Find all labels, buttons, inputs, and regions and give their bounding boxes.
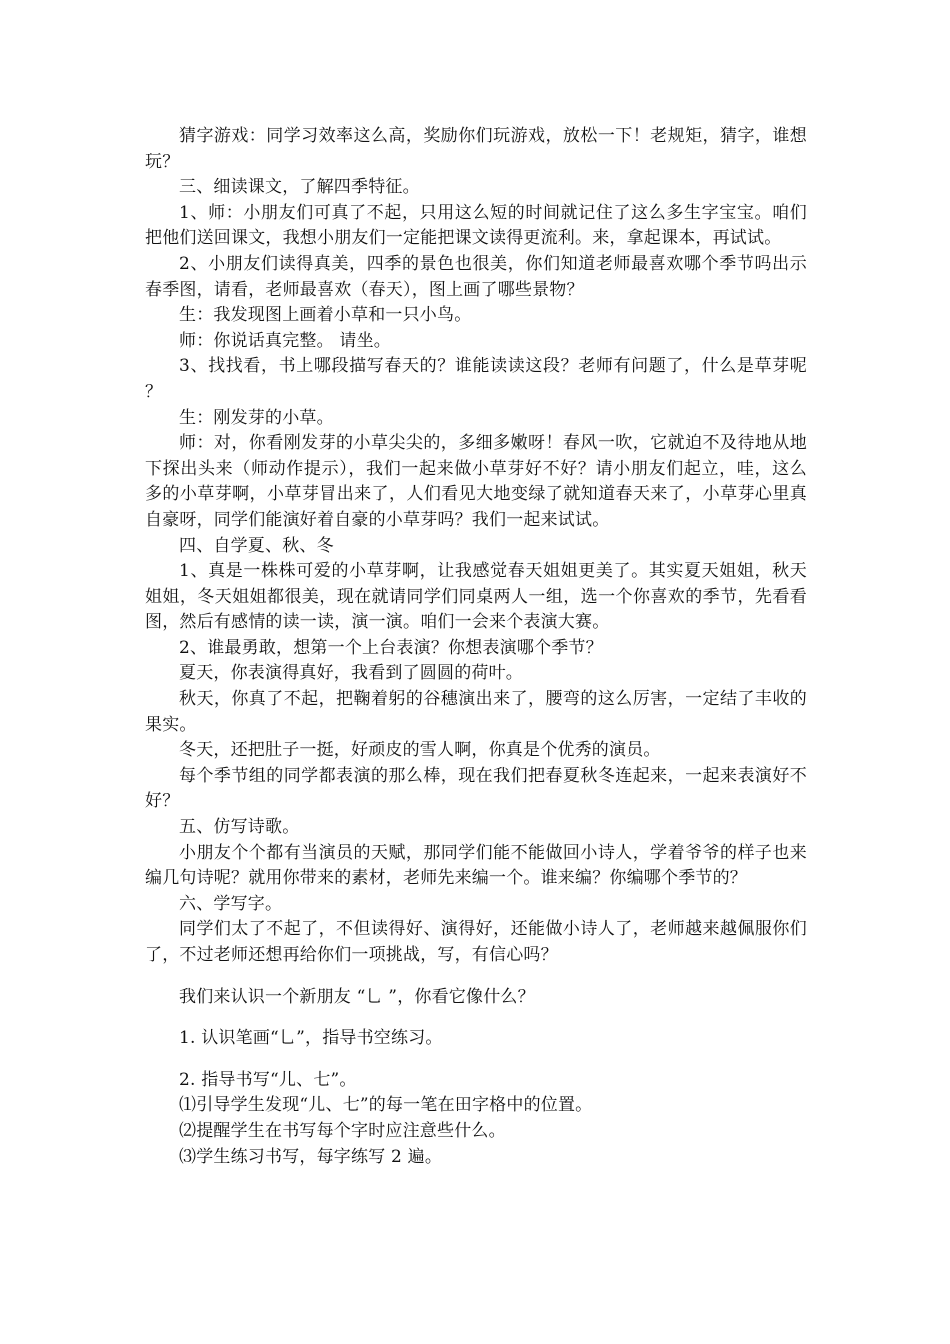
paragraph-summer: 夏天，你表演得真好，我看到了圆圆的荷叶。 [179, 663, 523, 684]
paragraph-teacher-grass-sprout: 师：对，你看刚发芽的小草尖尖的，多细多嫩呀！春风一吹，它就迫不及待地从地下探出头来（师动作提示），我们一起来做小草芽好不好？请小朋友们起立，哇，这么多的小草芽啊，小草芽冒出来了，人们看见大地变绿了就知道春天来了，小草芽心里真自豪呀，同学们能演好着自豪的小草芽吗？我们一起来试试。 [145, 433, 807, 530]
paragraph-student-answer: 生：刚发芽的小草。 [179, 407, 334, 428]
heading-section-4: 四、自学夏、秋、冬 [179, 535, 334, 556]
heading-section-3: 三、细读课文，了解四季特征。 [179, 177, 420, 198]
paragraph-step-2: 2、小朋友们读得真美，四季的景色也很美，你们知道老师最喜欢哪个季节吗出示春季图，请看，老师最喜欢（春天），图上画了哪些景物？ [145, 253, 807, 300]
document-body [145, 124, 807, 1170]
list-item-position: ⑴引导学生发现“儿、七”的每一笔在田字格中的位置。 [179, 1095, 593, 1116]
paragraph-autumn: 秋天，你真了不起，把鞠着躬的谷穗演出来了，腰弯的这么厉害，一定结了丰收的果实。 [145, 689, 807, 735]
paragraph-step-3: 3、找找看，书上哪段描写春天的？谁能读读这段？老师有问题了，什么是草芽呢？ [145, 356, 807, 402]
paragraph-student-reply: 生：我发现图上画着小草和一只小鸟。 [179, 305, 472, 326]
paragraph-poets: 小朋友个个都有当演员的天赋，那同学们能不能做回小诗人，学着爷爷的样子也来编几句诗呢？就用你带来的素材，老师先来编一个。谁来编？你编哪个季节的？ [145, 842, 807, 889]
paragraph-challenge: 同学们太了不起了，不但读得好、演得好，还能做小诗人了，老师越来越佩服你们了，不过老师还想再给你们一项挑战，写，有信心吗？ [145, 919, 807, 965]
paragraph-stroke-practice: 1. 认识笔画“乚”，指导书空练习。 [179, 1028, 443, 1049]
paragraph-all-seasons: 每个季节组的同学都表演的那么棒，现在我们把春夏秋冬连起来，一起来表演好不好？ [145, 765, 807, 812]
paragraph-step-1: 1、师：小朋友们可真了不起，只用这么短的时间就记住了这么多生字宝宝。咱们把他们送回课文，我想小朋友们一定能把课文读得更流利。来，拿起课本，再试试。 [145, 202, 807, 249]
heading-section-5: 五、仿写诗歌。 [179, 817, 300, 838]
heading-section-6: 六、学写字。 [179, 893, 283, 914]
paragraph-seasons-group: 1、真是一株株可爱的小草芽啊，让我感觉春天姐姐更美了。其实夏天姐姐，秋天姐姐，冬天姐姐都很美，现在就请同学们同桌两人一组，选一个你喜欢的季节，先看看图，然后有感情的读一读，演一演。咱们一会来个表演大赛。 [145, 561, 807, 633]
list-item-attention: ⑵提醒学生在书写每个字时应注意些什么。 [179, 1120, 506, 1141]
list-item-practice: ⑶学生练习书写，每字练写 2 遍。 [179, 1146, 443, 1167]
paragraph-bravest: 2、谁最勇敢，想第一个上台表演？你想表演哪个季节？ [179, 637, 603, 658]
paragraph-teacher-reply: 师：你说话真完整。 请坐。 [179, 330, 392, 351]
paragraph-writing-guide: 2. 指导书写“儿、七”。 [179, 1069, 357, 1090]
paragraph-guess-game: 猜字游戏：同学习效率这么高，奖励你们玩游戏，放松一下！老规矩，猜字，谁想玩？ [145, 126, 807, 172]
paragraph-new-friend: 我们来认识一个新朋友 “乚 ”，你看它像什么？ [179, 986, 535, 1007]
paragraph-winter: 冬天，还把肚子一挺，好顽皮的雪人啊，你真是个优秀的演员。 [179, 740, 661, 761]
